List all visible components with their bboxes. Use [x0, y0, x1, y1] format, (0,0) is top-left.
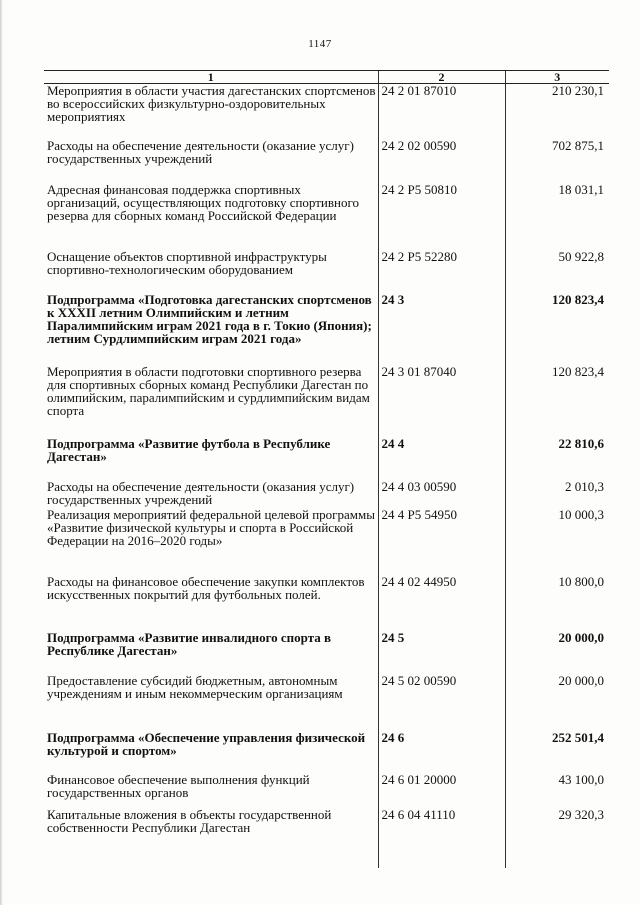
- row-code: 24 5: [378, 631, 505, 674]
- row-amount: 2 010,3: [505, 480, 609, 508]
- row-name: Подпрограмма «Обеспечение управления физической культурой и спортом»: [47, 729, 366, 758]
- column-header-2: 2: [378, 71, 505, 84]
- row-code: 24 2 P5 52280: [378, 250, 505, 293]
- row-name: Подпрограмма «Подготовка дагестанских спортсменов к XXXII летним Олимпийским и летним Паралимпийским играм 2021 года в г. Токио (Япония); летним Сурдлимпийским играм 2021 года»: [47, 291, 372, 346]
- row-name: Мероприятия в области подготовки спортивного резерва для спортивных сборных команд Республики Дагестан по олимпийским, паралимпийским и сурдлимпийским видам спорта: [47, 363, 370, 418]
- row-amount: 702 875,1: [505, 139, 609, 183]
- table-row-subprogram: [44, 731, 609, 773]
- row-code: 24 2 P5 50810: [378, 183, 505, 250]
- row-code: 24 3 01 87040: [378, 365, 505, 437]
- scan-edge-shadow: [0, 0, 3, 905]
- table-row-subprogram: [44, 437, 609, 480]
- row-amount: 120 823,4: [505, 365, 609, 437]
- table-row: [44, 480, 609, 508]
- row-name: Расходы на обеспечение деятельности (оказания услуг) государственных учреждений: [47, 478, 355, 507]
- table-row: [44, 808, 609, 868]
- row-amount: 252 501,4: [505, 731, 609, 773]
- row-name: Мероприятия в области участия дагестанских спортсменов во всероссийских физкультурно-оздоровительных мероприятиях: [47, 83, 376, 124]
- row-code: 24 4 02 44950: [378, 575, 505, 631]
- table-row: [44, 250, 609, 293]
- table-row: [44, 139, 609, 183]
- table-row: [44, 508, 609, 575]
- row-code: 24 2 01 87010: [378, 84, 505, 139]
- row-name: Капитальные вложения в объекты государственной собственности Республики Дагестан: [47, 806, 332, 835]
- row-amount: 50 922,8: [505, 250, 609, 293]
- row-amount: 210 230,1: [505, 84, 609, 139]
- row-name: Расходы на обеспечение деятельности (оказание услуг) государственных учреждений: [47, 137, 354, 166]
- row-name: Оснащение объектов спортивной инфраструктуры спортивно-технологическим оборудованием: [47, 248, 327, 277]
- table-row: [44, 674, 609, 731]
- row-amount: 120 823,4: [505, 293, 609, 365]
- row-amount: 18 031,1: [505, 183, 609, 250]
- row-name: Расходы на финансовое обеспечение закупки комплектов искусственных покрытий для футбольных полей.: [47, 573, 365, 602]
- row-code: 24 4: [378, 437, 505, 480]
- row-code: 24 4 P5 54950: [378, 508, 505, 575]
- row-code: 24 5 02 00590: [378, 674, 505, 731]
- row-amount: 29 320,3: [505, 808, 609, 868]
- row-amount: 22 810,6: [505, 437, 609, 480]
- row-amount: 20 000,0: [505, 674, 609, 731]
- table-row: [44, 183, 609, 250]
- table-row: [44, 773, 609, 808]
- table-row: [44, 84, 609, 139]
- row-amount: 20 000,0: [505, 631, 609, 674]
- row-name: Адресная финансовая поддержка спортивных организаций, осуществляющих подготовку спортивного резерва для сборных команд Российской Федерации: [47, 181, 359, 223]
- row-name: Реализация мероприятий федеральной целевой программы «Развитие физической культуры и спорта в Российской Федерации на 2016–2020 годы»: [47, 506, 375, 548]
- table-header-row: [44, 71, 609, 84]
- table-row: [44, 365, 609, 437]
- row-amount: 10 800,0: [505, 575, 609, 631]
- column-header-1: 1: [44, 71, 378, 84]
- table-row-subprogram: [44, 293, 609, 365]
- row-amount: 10 000,3: [505, 508, 609, 575]
- budget-table: [44, 70, 609, 868]
- column-header-3: 3: [505, 71, 609, 84]
- page-number: 1147: [308, 38, 332, 50]
- row-amount: 43 100,0: [505, 773, 609, 808]
- row-code: 24 4 03 00590: [378, 480, 505, 508]
- row-code: 24 3: [378, 293, 505, 365]
- table-row: [44, 575, 609, 631]
- row-code: 24 6 01 20000: [378, 773, 505, 808]
- row-name: Подпрограмма «Развитие футбола в Республике Дагестан»: [47, 435, 331, 464]
- row-name: Финансовое обеспечение выполнения функций государственных органов: [47, 771, 310, 800]
- row-name: Предоставление субсидий бюджетным, автономным учреждениям и иным некоммерческим организациям: [47, 672, 343, 701]
- row-code: 24 6 04 41110: [378, 808, 505, 868]
- row-code: 24 6: [378, 731, 505, 773]
- table-row-subprogram: [44, 631, 609, 674]
- row-code: 24 2 02 00590: [378, 139, 505, 183]
- row-name: Подпрограмма «Развитие инвалидного спорта в Республике Дагестан»: [47, 629, 332, 658]
